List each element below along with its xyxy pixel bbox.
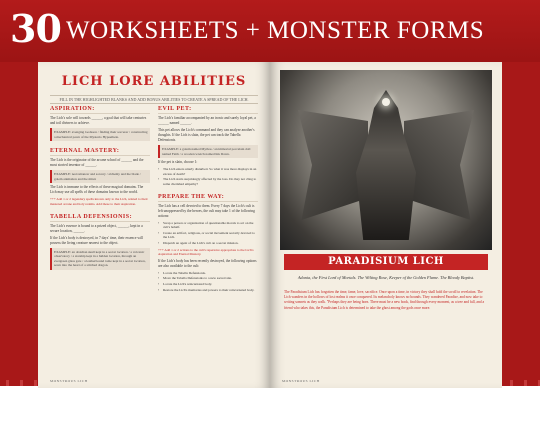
eternal-text-2: The Lich is immune to the effects of these magical domains. The Lich may use all spells of these domains known to the world. [50,185,144,195]
list-item: • Dispatch an agent of the Lich's cult on a secret mission. [158,241,258,246]
prepare-text: The Lich has a cell devoted to them. Every 7 days the Lich's cult is left unoppressed by the heroes, the cult may take 1 of the following actions: [158,203,255,218]
aspiration-heading: ASPIRATION: [50,106,150,114]
list-item: • Move the Tabella Defensionis to a new sacred site. [158,276,258,281]
section-title: WORKSHEETS + MONSTER FORMS [66,17,485,44]
glowing-orb [382,98,390,106]
aspiration-text: The Lich's sole will towards ______, a goal that will take centuries and toil diviners to achieve. [50,116,147,125]
eternal-text: The Lich is the originator of the arcane school of ______ and the most storied inventor of ______. [50,158,144,168]
evil-pet-text-2: This pet allows the Lich's command and they can analyze another's thoughts. If the Lich is slain, the pet can track the Tabella Defensionis. [158,128,255,142]
monster-lore: The Paradisium Lich has forgotten the time, fame, love, sacrifice. Once upon a time, in victory they shall hold the scroll to revelation. The Lich wanders in the hollows of lost realms it once conquered. Its melancholy knows no bounds. They wandered Paradise, and now take to writing sonnets as they walk. "Perhaps they are being born. There must be a new book, find through every moment, as a tree and fall, and a friend who takes this, the Paradisium Lich is determined to take the ghost among the gods once more. [284,290,485,310]
wing-left [298,110,368,220]
right-footer: MONSTROUS LICH [282,379,320,383]
prepare-note: +++ Add 1 or 2 actions to the cult's repertoire appropriate to the Lich's Aspiration and Eternal Mastery. [158,247,254,257]
evil-pet-text: The Lich's familiar accompanied by an ironic and surely loyal pet, a ______ named ______. [158,116,256,125]
page-number: 30 [10,6,61,51]
tabella-heading: TABELLA DEFENSIONIS: [50,214,150,222]
list-item: • Swap a person or organization of questionable morals to act on the cult's behalf. [158,221,258,230]
list-item: • The Lich starts surprisingly affected by the loss. Do they not cling to some cherished empathy? [158,177,258,186]
tabella-example: EXAMPLE: an obsidian skull kept in a secret location / a volcanic observatory / a starship kept in a hidden location, through an evergreen glass gate / a leatherbound tome kept in a secret location, sewn into the heart of a stitched dragon. [50,248,150,270]
list-item: • The Lich enters utterly disturbed. So what it was more displays in an excess of death? [158,167,258,176]
lore-heading: LICH LORE ABILITIES [61,74,247,89]
wing-right [404,110,474,220]
prepare-text-2: If the Lich's body has been recently destroyed, the following options are also available to the cult: [158,258,257,268]
right-column [158,106,258,293]
list-item: • Create an artifact, religious, or social movement secretly devoted to the Lich. [158,231,258,240]
evil-pet-example: EXAMPLE: a golem named Mythos / an immortal porcelain doll named Faith / a wooden wretch named Ink Dawn. [158,145,258,158]
evil-pet-heading: EVIL PET: [158,106,258,114]
tabella-text: The Lich's essence is bound to a prized object, ______, kept in a secure location, ______. [50,223,143,233]
header-banner [0,0,540,62]
tabella-text-2: If the Lich's body is destroyed, in 7 days' time, their essence will possess the living creature nearest to the object. [50,235,143,245]
monster-name: PARADISIUM LICH [328,256,444,267]
monster-name-banner [284,254,488,270]
list-item: • Locate the Tabella Defensionis. [158,271,258,276]
instructions: FILL IN THE HIGHLIGHTED BLANKS AND ADD BONUS ABILITIES TO CREATE A SPREAD OF THE LICH. [50,95,258,104]
left-page [38,62,270,388]
list-item: • Restore the Lich's memories and powers to their reincarnated body. [158,288,258,293]
list-item: • Locate the Lich's reincarnated body. [158,282,258,287]
eternal-example: EXAMPLE: necromancer and sorcery / alchemy and the blade / golem animation and the mind. [50,170,150,183]
monster-aliases: Adania, the First Lord of Mortals. The Wilting Rose, Keeper of the Golden Flame. The Bloody Baptist. [297,275,475,280]
left-footer: MONSTROUS LICH [50,379,88,383]
lich-figure [356,90,416,240]
left-column [50,106,150,272]
pet-slain-heading: If the pet is slain, choose 1: [158,160,198,165]
lich-illustration [280,70,492,250]
open-book [38,62,502,388]
prepare-heading: PREPARE THE WAY: [158,194,258,202]
right-page [270,62,502,388]
aspiration-example: EXAMPLE: avenging Godsson / finding their sorcerer / constructing a mechanical pawn of the Mysterio Hypaetheia. [50,128,150,141]
eternal-note: +++ Add 1 or 2 legendary spells known only to the Lich, related to their mastered arcane and holy realms. Add these to their Aspiration. [50,197,148,206]
eternal-heading: ETERNAL MASTERY: [50,148,150,156]
